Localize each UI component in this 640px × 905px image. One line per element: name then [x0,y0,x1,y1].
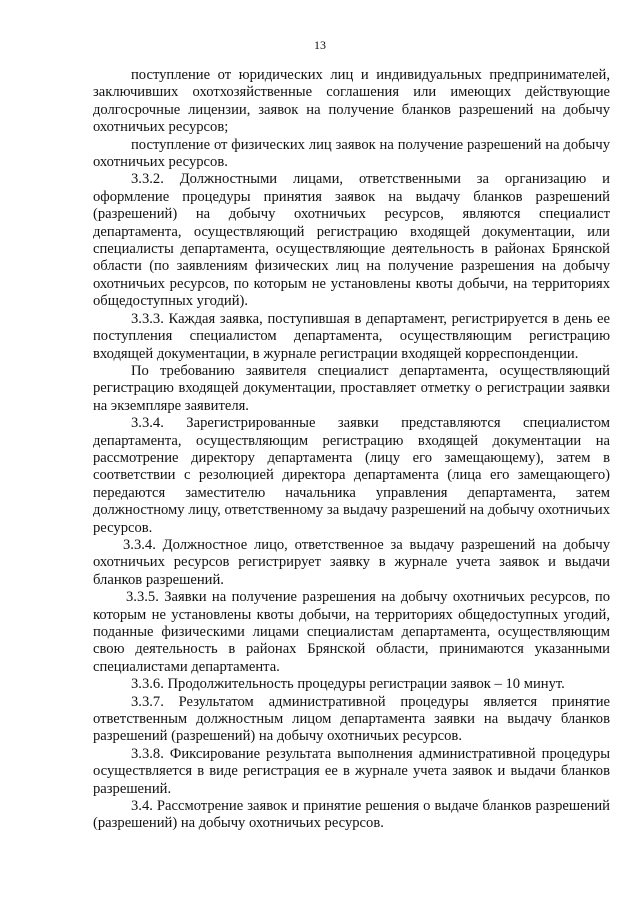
paragraph: 3.3.7. Результатом административной процедуры является принятие ответственным должностным лицом департамента заявки на выдачу бланков разрешений (разрешений) на добычу охотничьих ресурсов. [93,693,610,745]
paragraph: 3.4. Рассмотрение заявок и принятие решения о выдаче бланков разрешений (разрешений) на добычу охотничьих ресурсов. [93,798,610,832]
paragraph: 3.3.6. Продолжительность процедуры регистрации заявок – 10 минут. [131,676,565,693]
paragraph: 3.3.2. Должностными лицами, ответственными за организацию и оформление процедуры принятия заявок на выдачу бланков разрешений (разрешений) на добычу охотничьих ресурсов, являются специалист департамента, осуществляющий регистрацию входящей документации, или специалисты департамента, осуществляющие деятельность в районах Брянской области (по заявлениям физических лиц на получение разрешения на добычу охотничьих ресурсов, по которым не установлены квоты добычи, на территориях общедоступных угодий). [93,171,610,310]
paragraph: поступление от юридических лиц и индивидуальных предпринимателей, заключивших охотхозяйственные соглашения или имеющих действующие долгосрочные лицензии, заявок на получение бланков разрешений на добычу охотничьих ресурсов; [93,67,610,136]
paragraph: 3.3.8. Фиксирование результата выполнения административной процедуры осуществляется в виде регистрация ее в журнале учета заявок и выдачи бланков разрешений. [93,745,610,797]
paragraph: 3.3.4. Должностное лицо, ответственное за выдачу разрешений на добычу охотничьих ресурсов регистрирует заявку в журнале учета заявок и выдачи бланков разрешений. [93,536,610,588]
paragraph: По требованию заявителя специалист департамента, осуществляющий регистрацию входящей документации, проставляет отметку о регистрации заявки на экземпляре заявителя. [93,362,610,414]
paragraph: 3.3.5. Заявки на получение разрешения на добычу охотничьих ресурсов, по которым не установлены квоты добычи, на территориях общедоступных угодий, поданные физическими лицами специалистам департамента, осуществляющим свою деятельность в районах Брянской области, принимаются указанными специалистами департамента. [93,589,610,675]
page-number: 13 [314,38,326,52]
paragraph: поступление от физических лиц заявок на получение разрешений на добычу охотничьих ресурсов. [93,136,610,171]
paragraph: 3.3.4. Зарегистрированные заявки представляются специалистом департамента, осуществляющим регистрацию входящей документации на рассмотрение директору департамента (лицу его замещающему), затем в соответствии с резолюцией директора департамента (лица его замещающего) передаются заместителю начальника управления департамента, затем должностному лицу, ответственному за выдачу разрешений на добычу охотничьих ресурсов. [93,415,610,536]
paragraph: 3.3.3. Каждая заявка, поступившая в департамент, регистрируется в день ее поступления специалистом департамента, осуществляющим регистрацию входящей документации, в журнале регистрации входящей корреспонденции. [93,310,610,362]
document-body [93,67,610,833]
